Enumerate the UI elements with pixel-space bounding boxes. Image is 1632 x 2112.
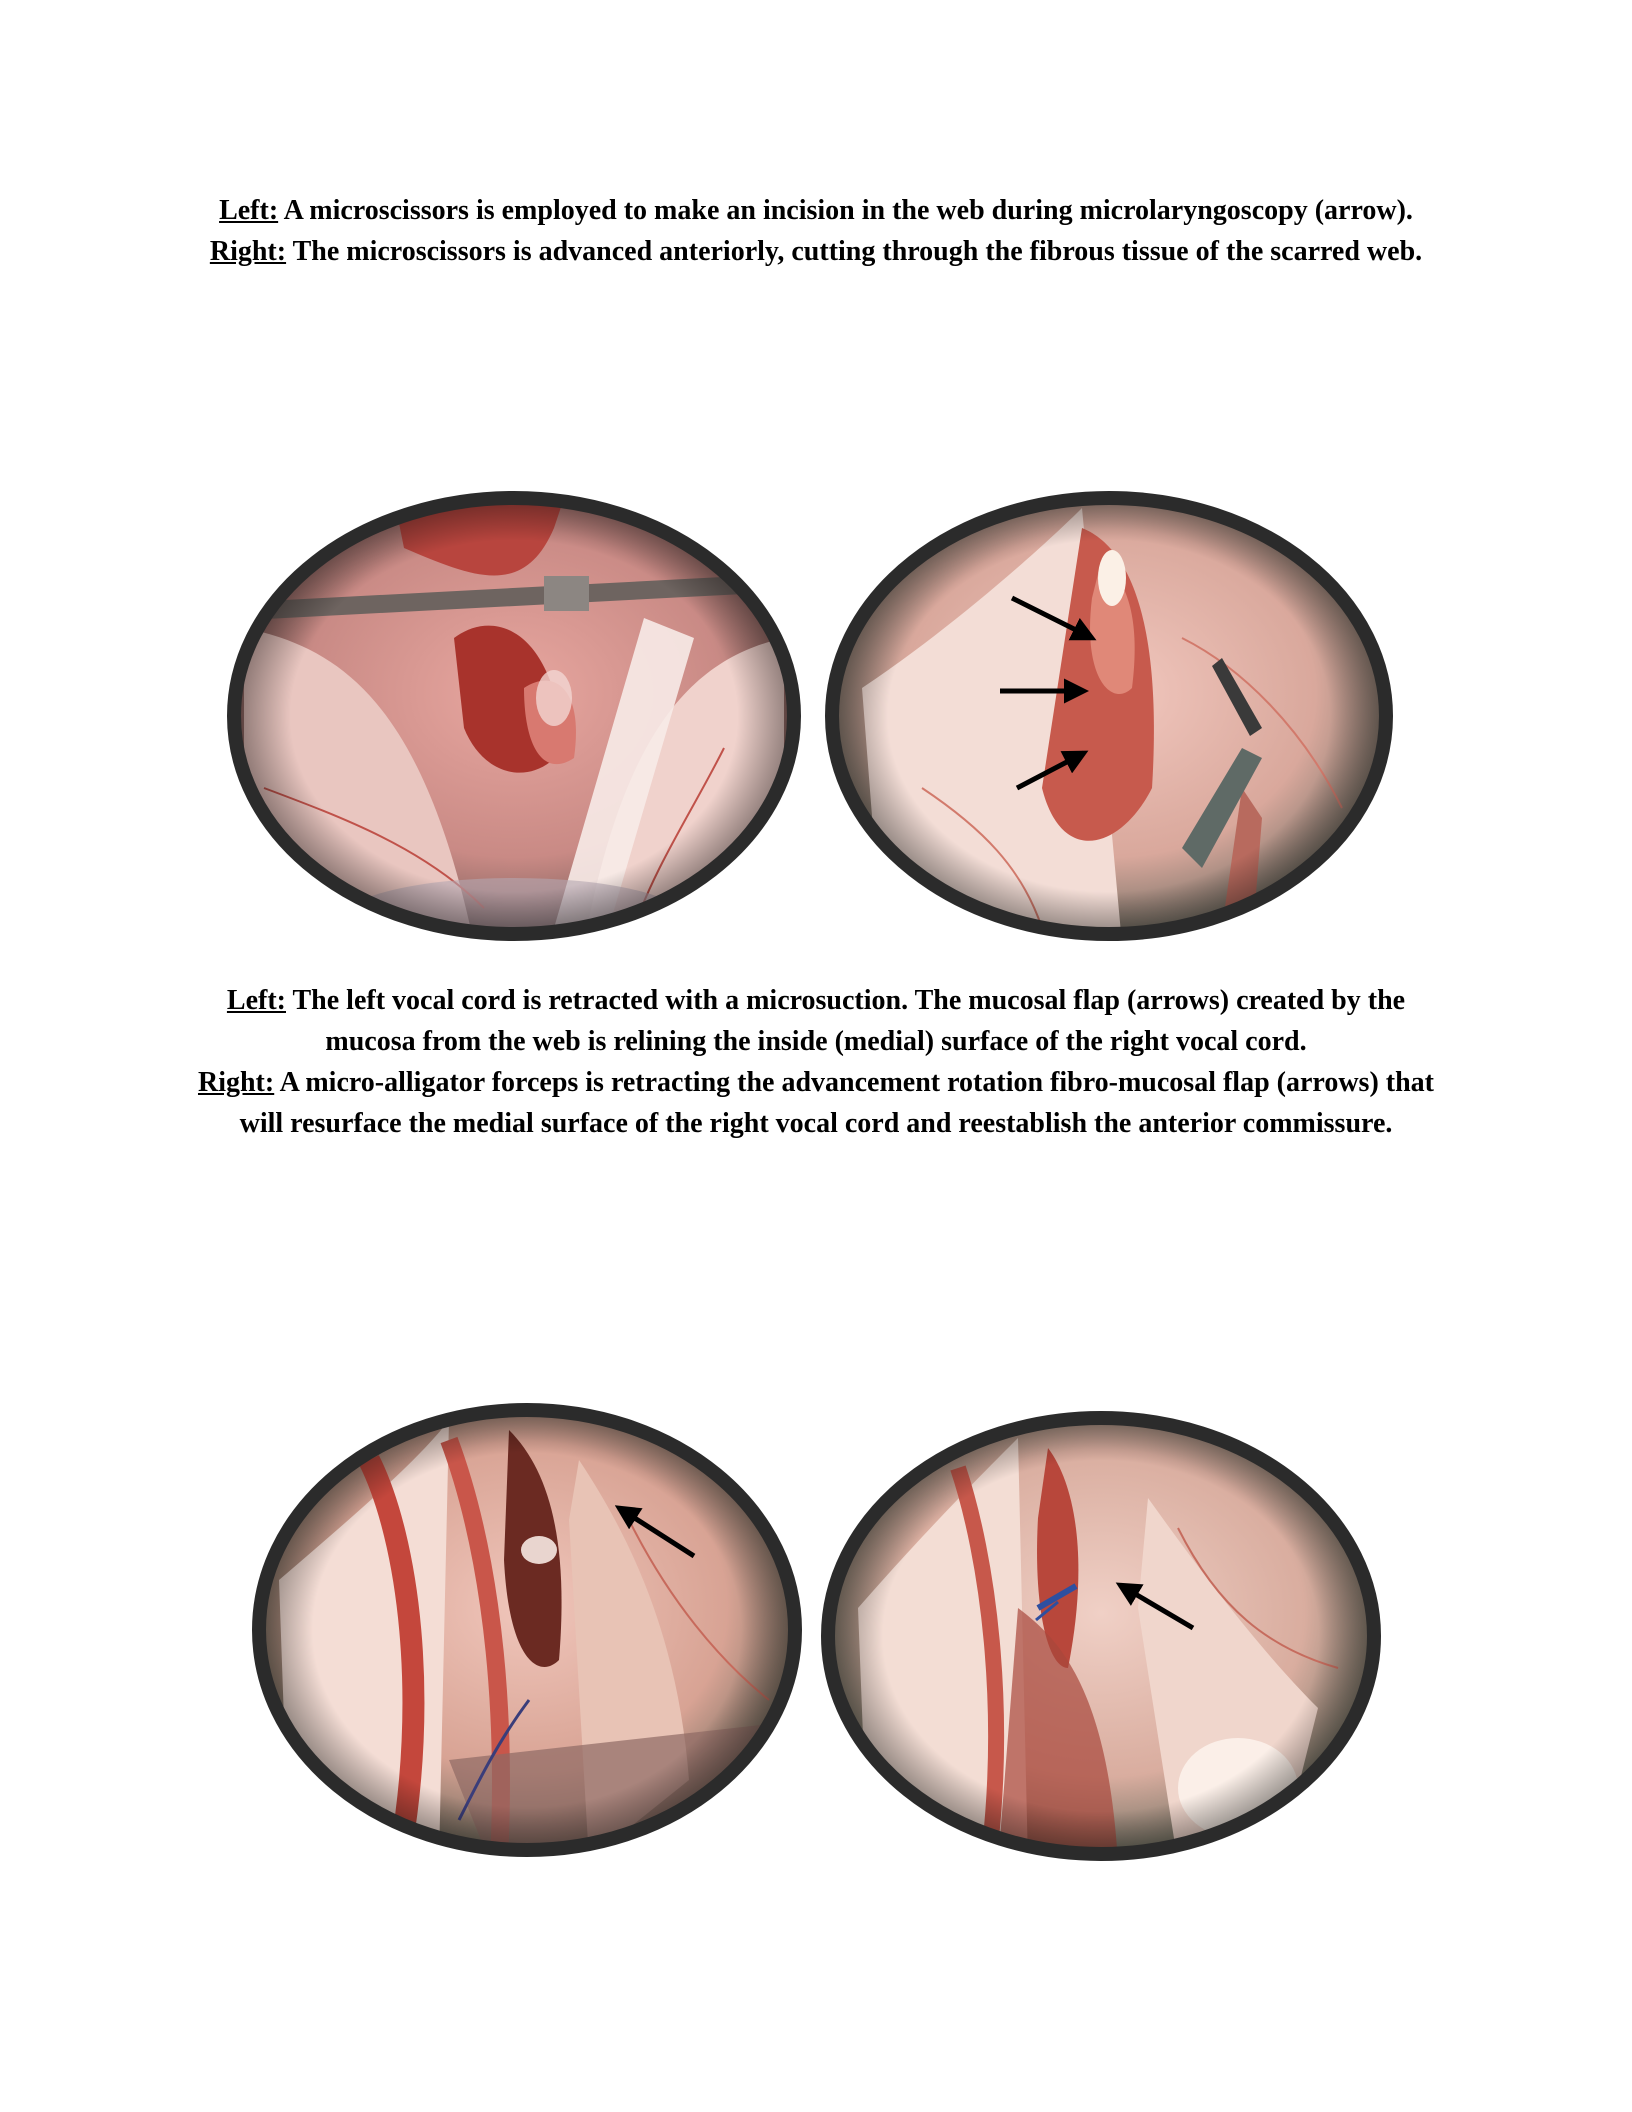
caption-middle-left bbox=[180, 980, 1452, 1062]
endoscopic-image-bottom-right bbox=[818, 1408, 1384, 1864]
endoscopic-image-top-right bbox=[822, 488, 1396, 944]
caption-text: A micro-alligator forceps is retracting the advancement rotation fibro-mucosal flap (arrows) that will resurface the medial surface of the right vocal cord and reestablish the anterior commissure. bbox=[239, 1067, 1434, 1139]
caption-middle bbox=[180, 980, 1452, 1144]
caption-label: Left: bbox=[226, 985, 286, 1016]
endoscopic-image-top-left bbox=[224, 488, 804, 944]
caption-top-left bbox=[180, 190, 1452, 231]
caption-label: Right: bbox=[209, 236, 287, 267]
caption-text: The left vocal cord is retracted with a microsuction. The mucosal flap (arrows) created by the mucosa from the web is relining the inside (medial) surface of the right vocal cord. bbox=[286, 985, 1406, 1057]
caption-top bbox=[180, 190, 1452, 272]
caption-middle-right bbox=[180, 1062, 1452, 1144]
caption-text: A microscissors is employed to make an incision in the web during microlaryngoscopy (arrow). bbox=[278, 195, 1413, 226]
caption-text: The microscissors is advanced anteriorly, cutting through the fibrous tissue of the scarred web. bbox=[286, 236, 1423, 267]
caption-top-right bbox=[180, 231, 1452, 272]
caption-label: Right: bbox=[197, 1067, 275, 1098]
caption-label: Left: bbox=[219, 195, 279, 226]
endoscopic-image-bottom-left bbox=[249, 1400, 805, 1860]
